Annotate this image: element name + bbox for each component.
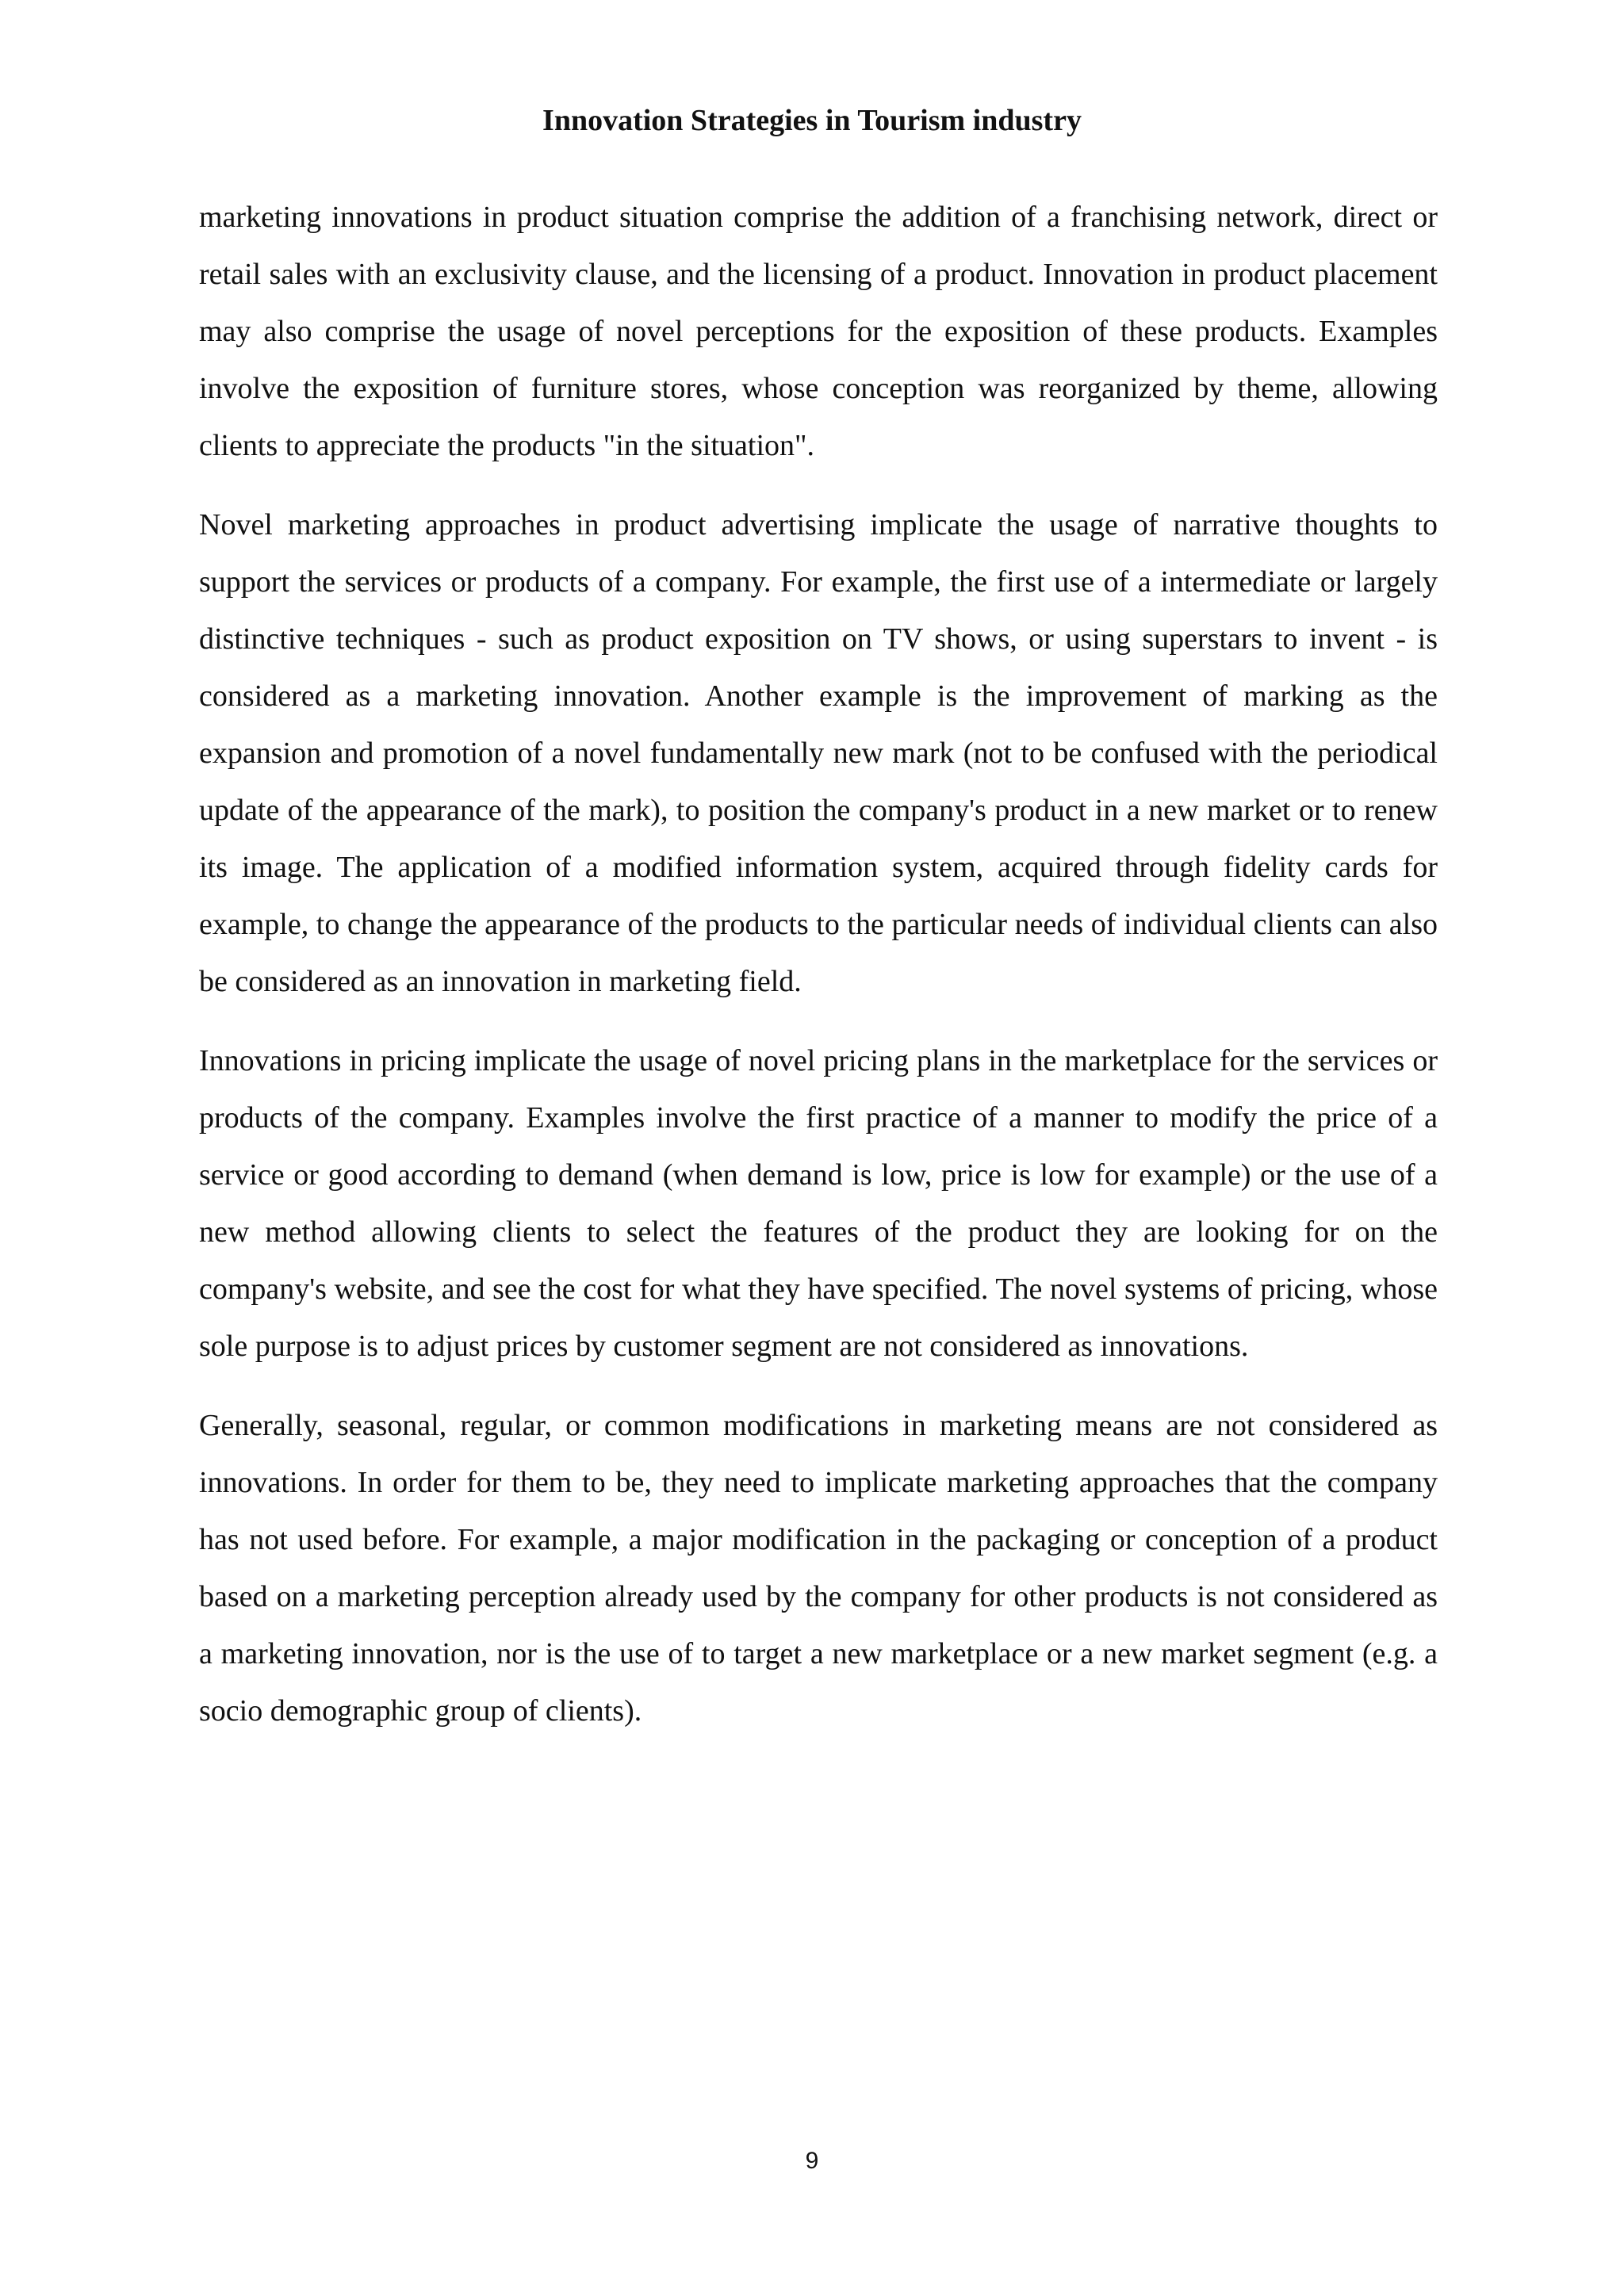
paragraph-pricing: Innovations in pricing implicate the usage of novel pricing plans in the marketplace for the services or products of the company. Examples involve the first practice of a manner to modify the price of a service or good according to demand (when demand is low, price is low for example) or the use of a new method allowing clients to select the features of the product they are looking for on the company's website, and see the cost for what they have specified. The novel systems of pricing, whose sole purpose is to adjust prices by customer segment are not considered as innovations.	[199, 1044, 1438, 1363]
page-number: 9	[805, 2148, 819, 2174]
body-text	[199, 189, 1438, 1762]
paragraph-exclusions: Generally, seasonal, regular, or common modifications in marketing means are not considered as innovations. In order for them to be, they need to implicate marketing approaches that the company has not used before. For example, a major modification in the packaging or conception of a product based on a marketing perception already used by the company for other products is not considered as a marketing innovation, nor is the use of to target a new marketplace or a new market segment (e.g. a socio demographic group of clients).	[199, 1409, 1438, 1728]
running-header: Innovation Strategies in Tourism industry	[542, 104, 1082, 137]
paragraph-promotion: Novel marketing approaches in product advertising implicate the usage of narrative thoughts to support the services or products of a company. For example, the first use of a intermediate or largely distinctive techniques - such as product exposition on TV shows, or using superstars to invent - is considered as a marketing innovation. Another example is the improvement of marking as the expansion and promotion of a novel fundamentally new mark (not to be confused with the periodical update of the appearance of the mark), to position the company's product in a new market or to renew its image. The application of a modified information system, acquired through fidelity cards for example, to change the appearance of the products to the particular needs of individual clients can also be considered as an innovation in marketing field.	[199, 508, 1438, 998]
paragraph-placement: marketing innovations in product situation comprise the addition of a franchising network, direct or retail sales with an exclusivity clause, and the licensing of a product. Innovation in product placement may also comprise the usage of novel perceptions for the exposition of these products. Examples involve the exposition of furniture stores, whose conception was reorganized by theme, allowing clients to appreciate the products "in the situation".	[199, 201, 1438, 462]
